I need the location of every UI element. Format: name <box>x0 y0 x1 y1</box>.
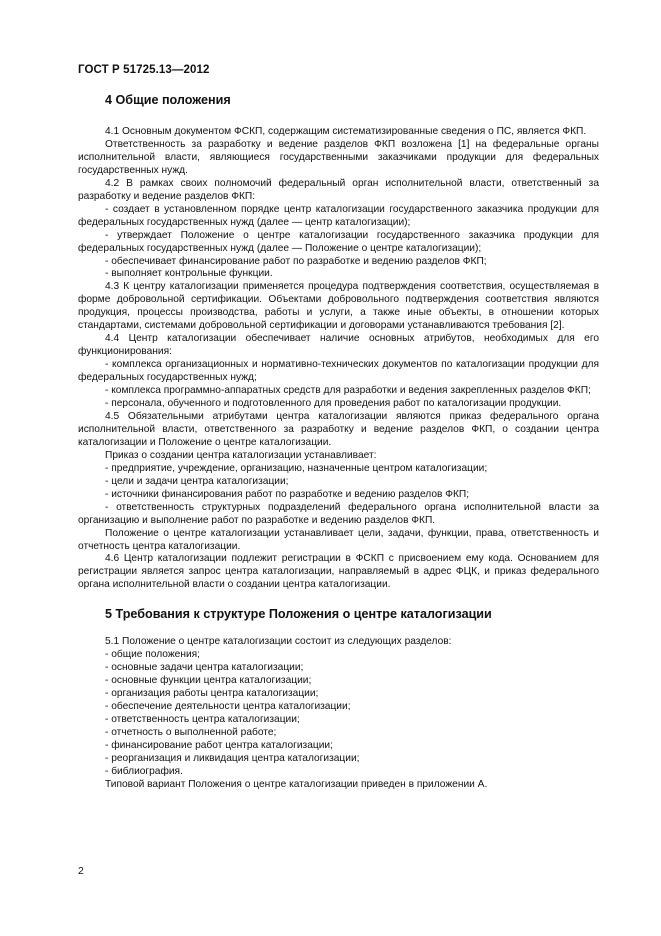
para-5-1: 5.1 Положение о центре каталогизации состоит из следующих разделов: <box>105 636 452 648</box>
list-item: - комплекса программно-аппаратных средств для разработки и ведения закрепленных разделов ФКП; <box>105 385 591 397</box>
list-item: - ответственность структурных подразделений федерального органа исполнительной власти за организацию и выполнение работ по разработке и ведению разделов ФКП. <box>78 501 599 526</box>
list-item: - финансирование работ центра каталогизации; <box>105 739 333 751</box>
page-number: 2 <box>78 865 84 877</box>
list-item: - организация работы центра каталогизации; <box>105 688 319 700</box>
para-order-intro: Приказ о создании центра каталогизации устанавливает: <box>105 449 377 461</box>
list-item: - обеспечение деятельности центра каталогизации; <box>105 701 351 713</box>
para-regulation: Положение о центре каталогизации устанавливает цели, задачи, функции, права, ответственность и отчетность центра каталогизации. <box>78 527 599 552</box>
para-appendix-ref: Типовой вариант Положения о центре каталогизации приведен в приложении А. <box>105 778 488 790</box>
list-item: - выполняет контрольные функции. <box>105 268 273 280</box>
list-item: - библиография. <box>105 765 183 777</box>
list-item: - обеспечивает финансирование работ по разработке и ведению разделов ФКП; <box>105 255 487 267</box>
list-item: - утверждает Положение о центре каталогизации государственного заказчика продукции для федеральных государственных нужд (далее — Положение о центре каталогизации); <box>78 229 599 254</box>
list-item: - общие положения; <box>105 649 201 661</box>
list-item: - предприятие, учреждение, организацию, назначенные центром каталогизации; <box>105 462 488 474</box>
para-4-1: 4.1 Основным документом ФСКП, содержащим систематизированные сведения о ПС, является ФКП. <box>105 126 587 137</box>
para-4-3: 4.3 К центру каталогизации применяется процедура подтверждения соответствия, осуществляемая в форме добровольной сертификации. Объектами добровольного подтверждения соответствия являются продукция, процессы производства, работы и услуги, а также иные объекты, в отношении которых стандартами, системами добровольной сертификации и договорами устанавливаются требования [2]. <box>78 281 599 332</box>
list-item: - основные задачи центра каталогизации; <box>105 662 304 674</box>
list-item: - цели и задачи центра каталогизации; <box>105 475 289 487</box>
list-item: - отчетность о выполненной работе; <box>105 726 277 738</box>
list-item: - источники финансирования работ по разработке и ведению разделов ФКП; <box>105 488 470 500</box>
list-item: - ответственность центра каталогизации; <box>105 714 300 726</box>
para-4-6: 4.6 Центр каталогизации подлежит регистрации в ФСКП с присвоением ему кода. Основанием для регистрации является запрос центра каталогизации, направляемый в адрес ФЦК, и приказ федерального органа исполнительной власти о создании центра каталогизации. <box>78 553 599 591</box>
para-4-2: 4.2 В рамках своих полномочий федеральный орган исполнительной власти, ответственный за разработку и ведение разделов ФКП: <box>78 177 599 202</box>
list-item: - реорганизация и ликвидация центра каталогизации; <box>105 752 360 764</box>
para-4-4: 4.4 Центр каталогизации обеспечивает наличие основных атрибутов, необходимых для его функционирования: <box>78 333 599 358</box>
section-4-title: 4 Общие положения <box>105 93 231 107</box>
list-item: - создает в установленном порядке центр каталогизации государственного заказчика продукции для федеральных государственных нужд (далее — центр каталогизации); <box>78 203 599 228</box>
para-4-5: 4.5 Обязательными атрибутами центра каталогизации являются приказ федерального органа исполнительной власти, ответственного за разработку и ведение разделов ФКП, о создании центра каталогизации и Положение о центре каталогизации. <box>78 410 599 448</box>
section-5-title: 5 Требования к структуре Положения о центре каталогизации <box>105 607 492 622</box>
para-4-1-responsibility: Ответственность за разработку и ведение разделов ФКП возложена [1] на федеральные органы исполнительной власти, являющиеся государственными заказчиками продукции для федеральных государственных нужд. <box>78 138 599 176</box>
list-item: - комплекса организационных и нормативно-технических документов по каталогизации продукции для федеральных государственных нужд; <box>78 359 599 384</box>
document-body <box>78 92 599 792</box>
list-item: - основные функции центра каталогизации; <box>105 675 312 687</box>
list-item: - персонала, обученного и подготовленного для проведения работ по каталогизации продукции. <box>105 398 562 410</box>
document-header: ГОСТ Р 51725.13—2012 <box>78 64 210 76</box>
